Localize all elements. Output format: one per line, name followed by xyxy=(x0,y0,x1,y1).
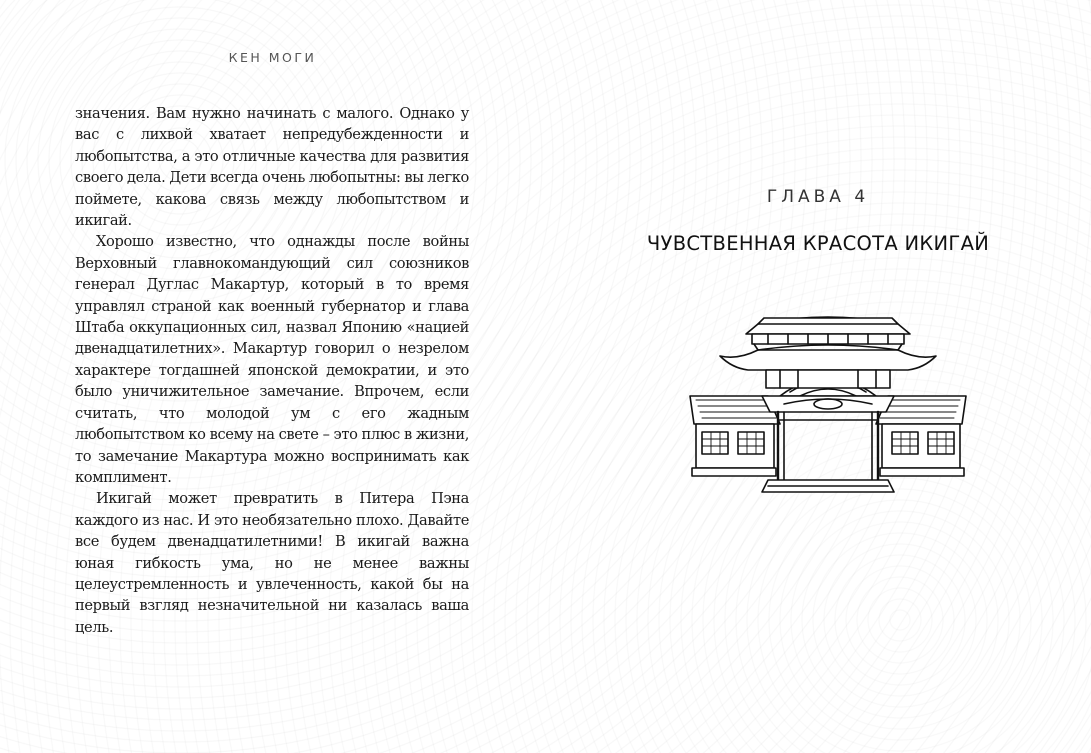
paragraph-1: значения. Вам нужно начинать с малого. Однако у вас с лихвой хватает непредубежденности и любопытства, а это отличные качества для развития своего дела. Дети всегда очень любопытны: вы легко поймете, какова связь между любопытством и икигай. xyxy=(75,105,469,230)
running-head: КЕН МОГИ xyxy=(228,50,317,65)
right-page xyxy=(545,0,1091,753)
paragraph-2: Хорошо известно, что однажды после войны Верховный главнокомандующий сил союзников генерал Дуглас Макартур, который в то время управлял страной как военный губернатор и глава Штаба оккупационных сил, назвал Японию «нацией двенадцатилетних». Макартур говорил о незрелом характере тогдашней японской демократии, и это было уничижительное замечание. Впрочем, если считать, что молодой ум с его жадным любопытством ко всему на свете – это плюс в жизни, то замечание Макартура можно воспринимать как комплимент. xyxy=(75,233,469,486)
japanese-temple-gate-icon xyxy=(688,300,968,500)
chapter-title: ЧУВСТВЕННАЯ КРАСОТА ИКИГАЙ xyxy=(646,232,990,255)
left-page xyxy=(0,0,545,753)
chapter-label: ГЛАВА 4 xyxy=(766,187,870,207)
body-text xyxy=(75,103,469,638)
paragraph-3: Икигай может превратить в Питера Пэна каждого из нас. И это необязательно плохо. Давайте все будем двенадцатилетними! В икигай важна юная гибкость ума, но не менее важны целеустремленность и увлеченность, какой бы на первый взгляд незначительной ни казалась ваша цель. xyxy=(75,490,469,636)
